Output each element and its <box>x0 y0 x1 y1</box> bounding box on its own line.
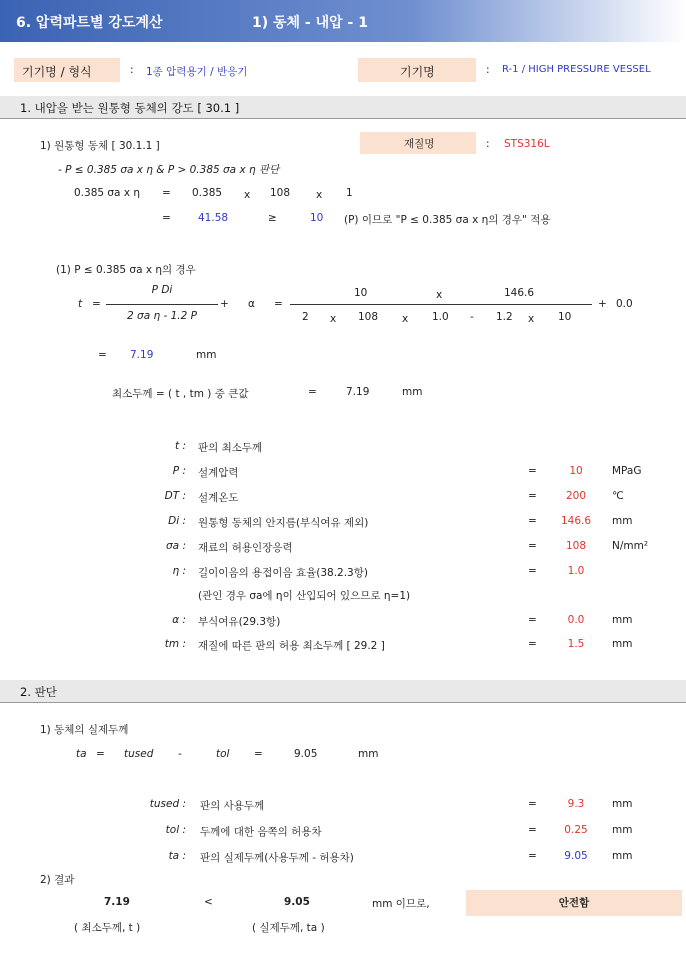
definition-value: 146.6 <box>560 515 592 527</box>
equipment-name-value: R-1 / HIGH PRESSURE VESSEL <box>502 64 651 75</box>
result-ge: ≥ <box>268 212 277 224</box>
definition-text: 길이이음의 용접이음 효율(38.2.3항) <box>198 567 368 579</box>
tused-symbol: tused <box>124 748 154 760</box>
calc-a: 0.385 <box>192 187 223 199</box>
definition-value: 0.25 <box>564 824 588 836</box>
den-value: 10 <box>558 311 572 323</box>
definition-eq: = <box>528 824 537 836</box>
definition-unit: MPaG <box>612 465 642 477</box>
fraction-line <box>290 304 592 305</box>
section-subtitle: 1) 동체 - 내압 - 1 <box>252 15 368 31</box>
definition-value: 1.0 <box>567 565 585 577</box>
thickness-value: 7.19 <box>130 349 154 361</box>
definition-eq: = <box>528 490 537 502</box>
section-title: 6. 압력파트별 강도계산 <box>16 15 163 31</box>
result-actual-label: ( 실제두께, ta ) <box>252 922 325 934</box>
definition-symbol: DT : <box>164 490 186 502</box>
ta-eq2: = <box>254 748 263 760</box>
den-value: 2 <box>302 311 309 323</box>
definition-value: 200 <box>565 490 587 502</box>
den-value: 108 <box>358 311 379 323</box>
definition-eq: = <box>528 798 537 810</box>
definition-unit: mm <box>612 614 633 626</box>
result-min-label: ( 최소두께, t ) <box>74 922 141 934</box>
definition-text: 판의 사용두께 <box>200 800 265 812</box>
alpha-value: 0.0 <box>616 298 633 310</box>
calc-lhs: 0.385 σa x η <box>74 187 141 199</box>
definition-symbol: P : <box>172 465 186 477</box>
den-value: - <box>470 311 474 323</box>
formula-denominator: 2 σa η - 1.2 P <box>127 310 197 322</box>
calc-times: x <box>244 189 251 201</box>
equipment-type-label: 기기명 / 형식 <box>22 65 92 79</box>
definition-symbol: η : <box>172 565 186 577</box>
result-actual-thickness: 9.05 <box>284 896 310 908</box>
definition-text: 원통형 동체의 안지름(부식여유 제외) <box>198 517 369 529</box>
plus: + <box>220 298 229 310</box>
definition-symbol: α : <box>172 614 186 626</box>
definition-unit: mm <box>612 638 633 650</box>
min-thickness-eq: = <box>308 386 317 398</box>
eq: = <box>274 298 283 310</box>
result-less-than: < <box>204 896 213 908</box>
result-eq: = <box>162 212 171 224</box>
definition-text: 설계온도 <box>198 492 239 504</box>
judge-line: - P ≤ 0.385 σa x η & P > 0.385 σa x η 판단 <box>58 164 280 176</box>
section-header-2: 2. 판단 <box>0 680 686 703</box>
definition-symbol: t : <box>175 440 186 452</box>
definition-text: 재질에 따른 판의 허용 최소두께 [ 29.2 ] <box>198 640 385 652</box>
thickness-unit: mm <box>196 349 217 361</box>
definition-eq: = <box>528 515 537 527</box>
den-value: 1.2 <box>496 311 513 323</box>
definition-eq: = <box>528 540 537 552</box>
definition-unit: mm <box>612 824 633 836</box>
definition-unit: mm <box>612 798 633 810</box>
actual-thickness-subheading: 1) 동체의 실제두께 <box>40 724 129 736</box>
definition-unit: mm <box>612 515 633 527</box>
definition-value: 9.3 <box>567 798 585 810</box>
plus: + <box>598 298 607 310</box>
definition-eq: = <box>528 614 537 626</box>
case-title: (1) P ≤ 0.385 σa x η의 경우 <box>56 264 196 276</box>
den-value: x <box>402 313 409 325</box>
definition-text: 판의 실제두께(사용두께 - 허용차) <box>200 852 354 864</box>
t-eq: = <box>92 298 101 310</box>
definition-text: 설계압력 <box>198 467 239 479</box>
num-value: 10 <box>354 287 368 299</box>
result-pressure: 10 <box>310 212 324 224</box>
ta-unit: mm <box>358 748 379 760</box>
t-symbol: t <box>78 298 83 310</box>
result-subheading: 2) 결과 <box>40 874 75 886</box>
definition-value: 0.0 <box>567 614 585 626</box>
material-colon: : <box>486 138 490 150</box>
equipment-name-label: 기기명 <box>400 65 435 79</box>
section-header-1: 1. 내압을 받는 원통형 동체의 강도 [ 30.1 ] <box>0 96 686 119</box>
material-label: 재질명 <box>404 138 435 150</box>
fraction-line <box>106 304 218 305</box>
ta-symbol: ta <box>76 748 87 760</box>
definition-symbol: tm : <box>164 638 186 650</box>
definition-symbol: σa : <box>166 540 186 552</box>
den-value: 1.0 <box>432 311 449 323</box>
definition-eq: = <box>528 565 537 577</box>
definition-symbol: tol : <box>165 824 186 836</box>
definition-eq: = <box>528 638 537 650</box>
min-thickness-value: 7.19 <box>346 386 370 398</box>
definition-symbol: ta : <box>168 850 186 862</box>
verdict: 안전함 <box>558 897 590 909</box>
definition-value: 108 <box>565 540 587 552</box>
result-value: 41.58 <box>198 212 229 224</box>
minus: - <box>178 748 182 760</box>
ta-eq: = <box>96 748 105 760</box>
calc-c: 1 <box>346 187 353 199</box>
definition-value: 1.5 <box>567 638 585 650</box>
calc-times: x <box>316 189 323 201</box>
definition-value: 9.05 <box>564 850 588 862</box>
definition-unit: N/mm² <box>612 540 649 552</box>
ta-value: 9.05 <box>294 748 318 760</box>
alpha: α <box>248 298 255 310</box>
min-thickness-unit: mm <box>402 386 423 398</box>
definition-text: 재료의 허용인장응력 <box>198 542 293 554</box>
equipment-type-value: 1종 압력용기 / 반응기 <box>146 66 248 78</box>
thickness-eq: = <box>98 349 107 361</box>
title-bar <box>0 0 686 42</box>
formula-numerator: P Di <box>151 284 173 296</box>
calc-eq: = <box>162 187 171 199</box>
cylinder-subheading: 1) 원통형 동체 [ 30.1.1 ] <box>40 140 160 152</box>
calc-b: 108 <box>270 187 291 199</box>
result-text: mm 이므로, <box>372 898 430 910</box>
definition-text: 부식여유(29.3항) <box>198 616 281 628</box>
den-value: x <box>330 313 337 325</box>
definition-symbol: Di : <box>168 515 186 527</box>
min-thickness-label: 최소두께 = ( t , tm ) 중 큰값 <box>112 388 249 400</box>
definition-eq: = <box>528 850 537 862</box>
num-value: 146.6 <box>504 287 535 299</box>
den-value: x <box>528 313 535 325</box>
info-colon: : <box>486 64 490 76</box>
tol-symbol: tol <box>216 748 230 760</box>
definition-eq: = <box>528 465 537 477</box>
material-value: STS316L <box>504 138 550 150</box>
definition-text: 판의 최소두께 <box>198 442 263 454</box>
definition-text: (관인 경우 σa에 η이 산입되어 있으므로 η=1) <box>198 590 411 602</box>
result-min-thickness: 7.19 <box>104 896 130 908</box>
num-value: x <box>436 289 443 301</box>
definition-symbol: tused : <box>149 798 186 810</box>
definition-unit: mm <box>612 850 633 862</box>
definition-text: 두께에 대한 음쪽의 허용차 <box>200 826 322 838</box>
definition-value: 10 <box>569 465 583 477</box>
result-text: (P) 이므로 "P ≤ 0.385 σa x η의 경우" 적용 <box>344 214 551 226</box>
definition-unit: ℃ <box>612 490 624 502</box>
info-colon: : <box>130 64 134 76</box>
